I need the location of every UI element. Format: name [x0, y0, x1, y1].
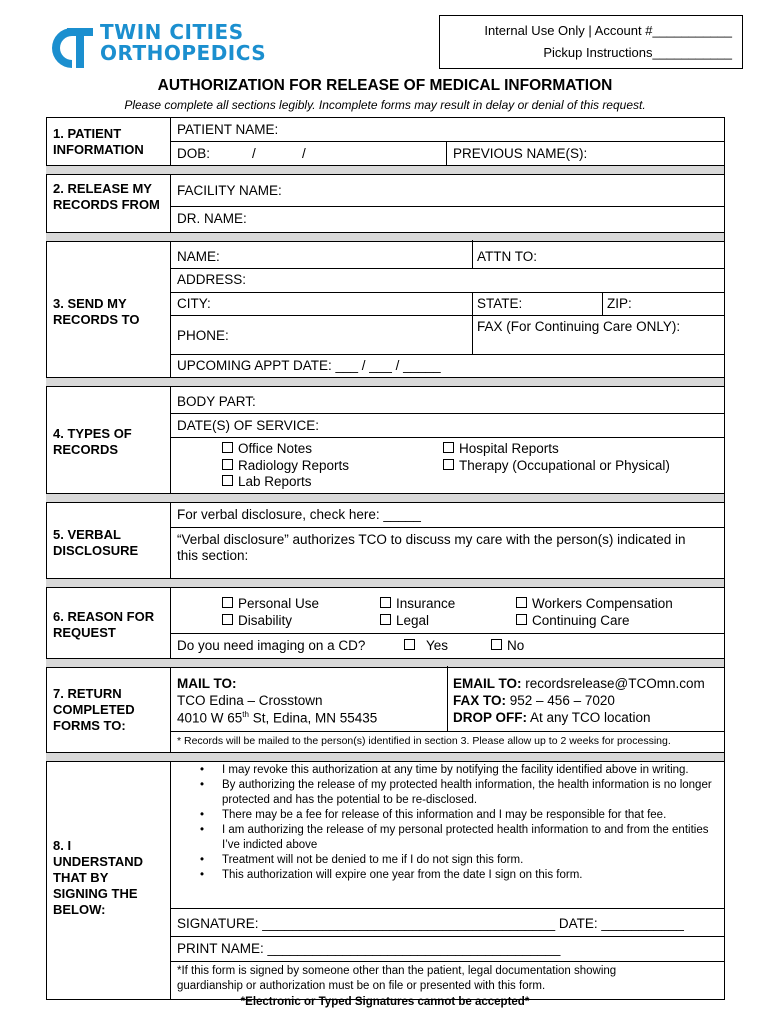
list-item: • By authorizing the release of my protected health information, the health information is no longer protected and has the potential to be re-disclosed. [200, 778, 720, 808]
email-to: EMAIL TO: recordsrelease@TCOmn.com [453, 676, 705, 691]
checkbox-icon[interactable] [443, 459, 454, 470]
logo-wordmark [100, 22, 266, 64]
checkbox-icon[interactable] [380, 597, 391, 608]
verbal-check-label: For verbal disclosure, check here: _____ [177, 507, 421, 522]
checkbox-icon[interactable] [516, 597, 527, 608]
reason-legal[interactable]: Legal [380, 613, 429, 628]
attn-to-label: ATTN TO: [477, 249, 538, 264]
city-label: CITY: [177, 296, 211, 311]
internal-use-account: Internal Use Only | Account #___________ [484, 23, 732, 38]
reason-disability[interactable]: Disability [222, 613, 292, 628]
list-item: • I am authorizing the release of my personal protected health information to and from the entities I’ve indicted above [200, 823, 720, 853]
dob-slash-2: / [302, 146, 306, 161]
verbal-desc-2: this section: [177, 548, 249, 563]
list-item: • I may revoke this authorization at any time by notifying the facility identified above in writing. [200, 763, 720, 778]
mail-to-label: MAIL TO: [177, 676, 237, 691]
list-item: • There may be a fee for release of this information and I may be responsible for that fee. [200, 808, 720, 823]
zip-label: ZIP: [607, 296, 632, 311]
form-title: AUTHORIZATION FOR RELEASE OF MEDICAL INFORMATION [157, 77, 613, 94]
checkbox-icon[interactable] [222, 442, 233, 453]
electronic-signature-notice: *Electronic or Typed Signatures cannot be accepted* [240, 996, 530, 1008]
section-3-label: 3. SEND MY RECORDS TO [53, 296, 140, 327]
logo-line-2: ORTHOPEDICS [100, 41, 267, 65]
section-1-label: 1. PATIENT INFORMATION [53, 126, 144, 157]
checkbox-icon[interactable] [516, 614, 527, 625]
checkbox-icon[interactable] [222, 597, 233, 608]
dob-slash-1: / [252, 146, 256, 161]
section-5-label: 5. VERBAL DISCLOSURE [53, 527, 139, 558]
mail-note: * Records will be mailed to the person(s) identified in section 3. Please allow up to 2 weeks for processing. [177, 735, 671, 747]
checkbox-icon[interactable] [222, 614, 233, 625]
mail-address-line-1: TCO Edina – Crosstown [177, 693, 323, 708]
checkbox-icon[interactable] [404, 639, 415, 650]
reason-insurance[interactable]: Insurance [380, 596, 455, 611]
list-item: • This authorization will expire one year from the date I sign on this form. [200, 868, 720, 883]
fax-to: FAX TO: 952 – 456 – 7020 [453, 693, 615, 708]
phone-label: PHONE: [177, 328, 229, 343]
checkbox-icon[interactable] [491, 639, 502, 650]
cd-yes-option[interactable]: Yes [404, 638, 448, 653]
verbal-desc-1: “Verbal disclosure” authorizes TCO to discuss my care with the person(s) indicated in [177, 532, 686, 547]
dob-label: DOB: [177, 146, 211, 161]
signature-line[interactable]: SIGNATURE: _______________________________________ DATE: ___________ [177, 916, 684, 931]
checkbox-icon[interactable] [443, 442, 454, 453]
section-2-label: 2. RELEASE MY RECORDS FROM [53, 181, 160, 212]
body-part-label: BODY PART: [177, 394, 256, 409]
lab-reports-option[interactable]: Lab Reports [222, 474, 312, 489]
fax-label: FAX (For Continuing Care ONLY): [477, 319, 681, 334]
reason-personal-use[interactable]: Personal Use [222, 596, 319, 611]
guardian-note-2: guardianship or authorization must be on file or presented with this form. [177, 980, 546, 992]
address-label: ADDRESS: [177, 272, 247, 287]
checkbox-icon[interactable] [380, 614, 391, 625]
form-subtitle: Please complete all sections legibly. Incomplete forms may result in delay or denial of this request. [124, 98, 646, 112]
patient-name-label: PATIENT NAME: [177, 122, 279, 137]
drop-off: DROP OFF: At any TCO location [453, 710, 651, 725]
checkbox-icon[interactable] [222, 459, 233, 470]
section-6-label: 6. REASON FOR REQUEST [53, 609, 155, 640]
understanding-list [200, 763, 720, 883]
pickup-instructions: Pickup Instructions___________ [543, 45, 732, 60]
dates-of-service-label: DATE(S) OF SERVICE: [177, 418, 320, 433]
send-name-label: NAME: [177, 249, 220, 264]
internal-use-box [439, 15, 743, 69]
list-item: • Treatment will not be denied to me if I do not sign this form. [200, 853, 720, 868]
reason-workers-comp[interactable]: Workers Compensation [516, 596, 673, 611]
section-4-label: 4. TYPES OF RECORDS [53, 426, 132, 457]
office-notes-option[interactable]: Office Notes [222, 441, 312, 456]
dr-name-label: DR. NAME: [177, 211, 247, 226]
therapy-option[interactable]: Therapy (Occupational or Physical) [443, 458, 670, 473]
logo-line-1: TWIN CITIES [100, 20, 244, 44]
tco-logo-icon [42, 24, 102, 72]
section-8-label: 8. I UNDERSTAND THAT BY SIGNING THE BELOW: [53, 838, 144, 917]
hospital-reports-option[interactable]: Hospital Reports [443, 441, 559, 456]
radiology-reports-option[interactable]: Radiology Reports [222, 458, 349, 473]
cd-no-option[interactable]: No [491, 638, 524, 653]
checkbox-icon[interactable] [222, 475, 233, 486]
cd-question: Do you need imaging on a CD? [177, 638, 366, 653]
upcoming-appt-label: UPCOMING APPT DATE: ___ / ___ / _____ [177, 358, 441, 373]
state-label: STATE: [477, 296, 523, 311]
reason-continuing-care[interactable]: Continuing Care [516, 613, 630, 628]
section-7-label: 7. RETURN COMPLETED FORMS TO: [53, 686, 135, 733]
mail-address-line-2: 4010 W 65th St, Edina, MN 55435 [177, 710, 378, 726]
facility-name-label: FACILITY NAME: [177, 183, 282, 198]
previous-names-label: PREVIOUS NAME(S): [453, 146, 588, 161]
guardian-note-1: *If this form is signed by someone other than the patient, legal documentation showing [177, 965, 617, 977]
print-name-line[interactable]: PRINT NAME: _______________________________________ [177, 941, 561, 956]
